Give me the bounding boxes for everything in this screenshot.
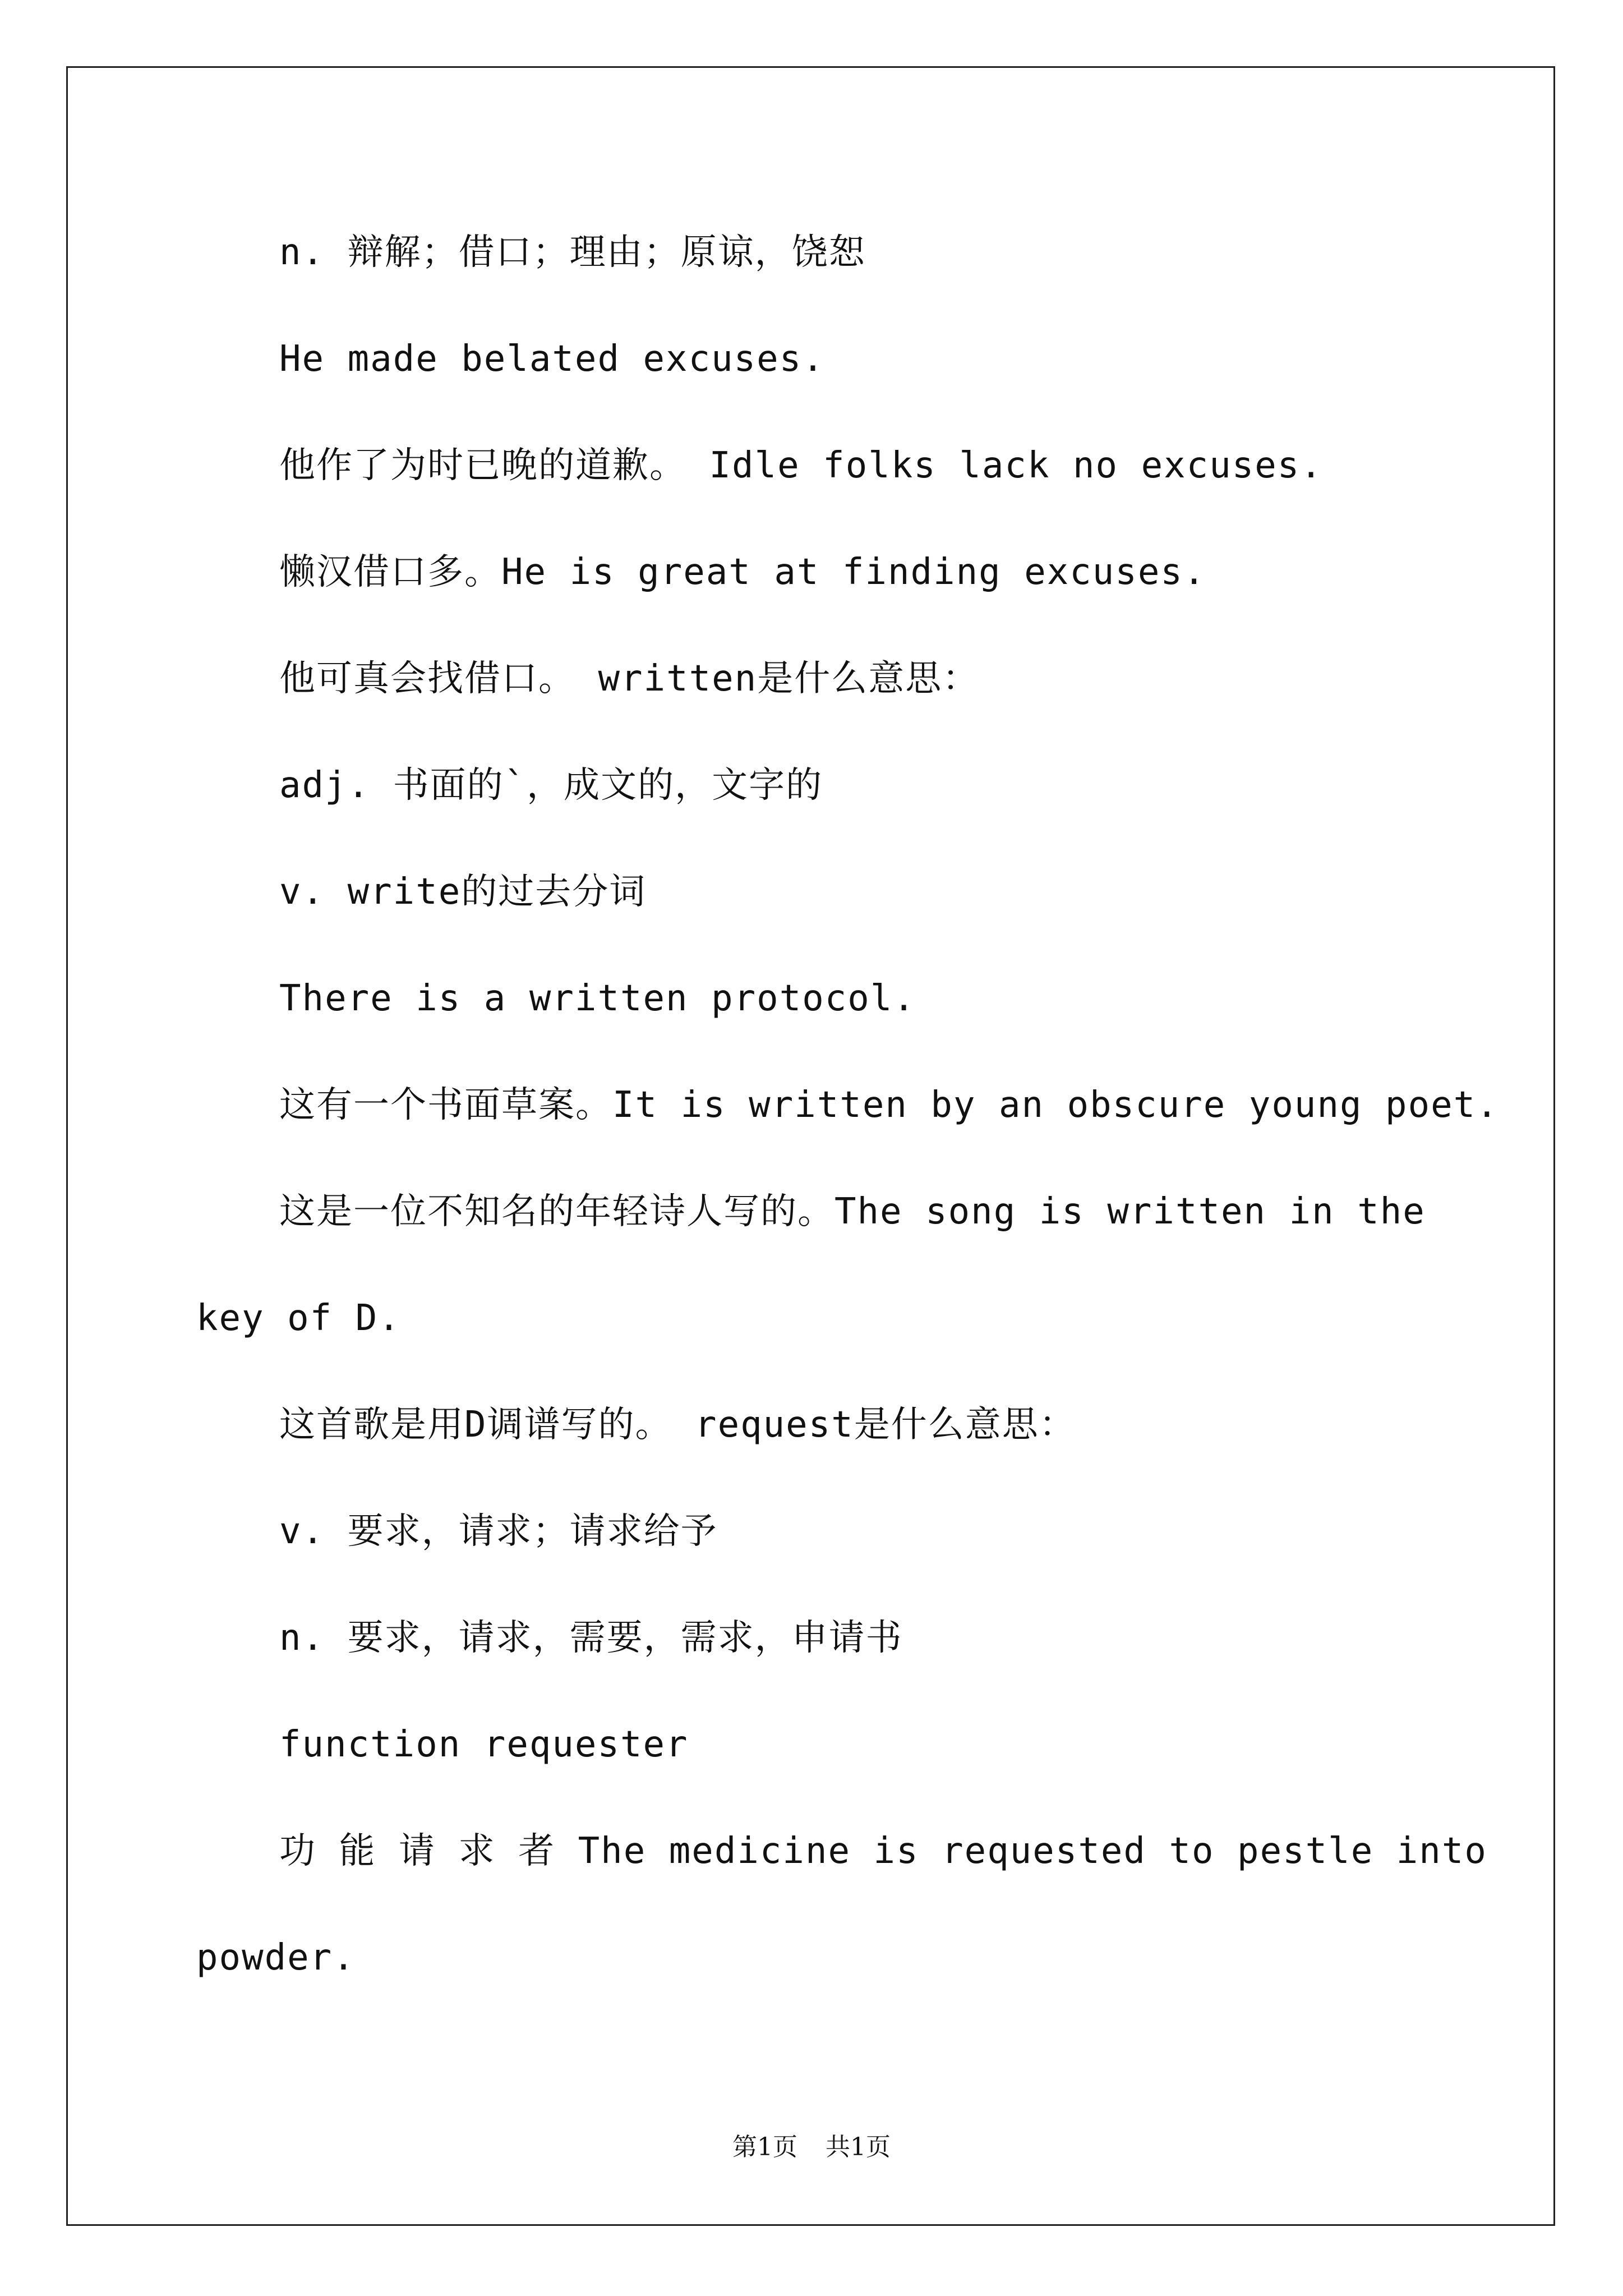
text-line: 懒汉借口多。He is great at finding excuses. [279, 551, 1206, 593]
text-line: 这有一个书面草案。It is written by an obscure young poet. [279, 1084, 1499, 1126]
text-line: key of D. [196, 1297, 401, 1339]
text-line: n. 要求，请求，需要，需求，申请书 [279, 1617, 903, 1659]
text-line: adj. 书面的`，成文的，文字的 [279, 765, 823, 806]
text-line: n. 辩解；借口；理由；原谅，饶恕 [279, 232, 866, 273]
page-footer [0, 2131, 1623, 2164]
text-line: v. write的过去分词 [279, 871, 647, 913]
text-line: There is a written protocol. [279, 978, 916, 1019]
page-total: 共1页 [826, 2133, 891, 2161]
text-line: v. 要求，请求；请求给予 [279, 1511, 718, 1552]
text-line: 这首歌是用D调谱写的。 request是什么意思： [279, 1404, 1076, 1446]
text-line: powder. [196, 1937, 356, 1978]
text-line: 功 能 请 求 者 The medicine is requested to pestle into [279, 1830, 1487, 1872]
text-line: He made belated excuses. [279, 338, 825, 380]
text-line: 他可真会找借口。 written是什么意思： [279, 658, 980, 700]
page-number: 第1页 [732, 2133, 797, 2161]
text-line: 他作了为时已晚的道歉。 Idle folks lack no excuses. [279, 445, 1323, 486]
page-border [66, 66, 1555, 2226]
text-line: 这是一位不知名的年轻诗人写的。The song is written in the [279, 1191, 1426, 1232]
text-line: function requester [279, 1724, 689, 1765]
